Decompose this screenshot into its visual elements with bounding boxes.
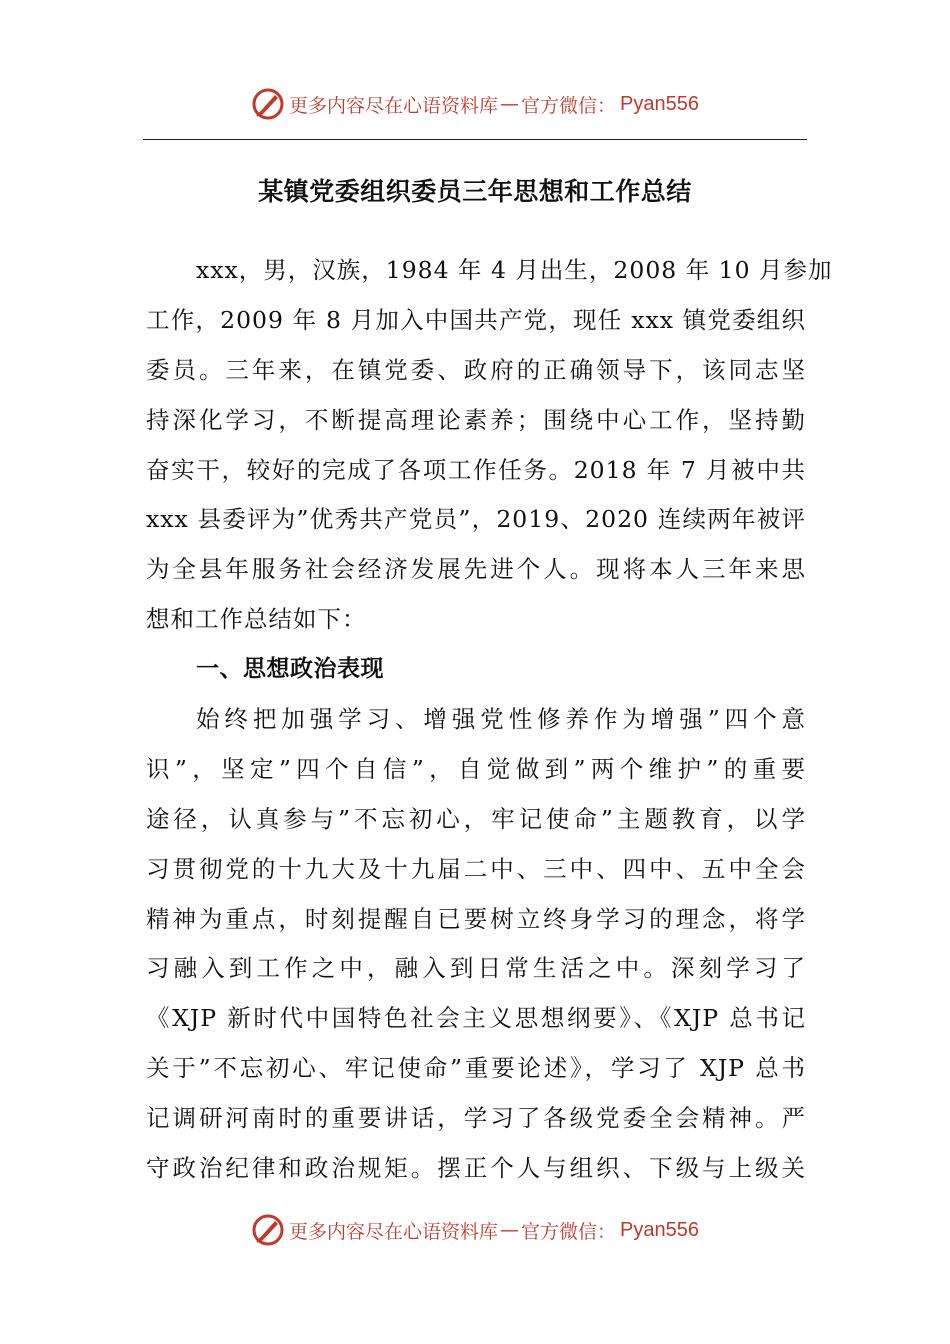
watermark-wechat-id: Pyan556 bbox=[620, 92, 699, 115]
watermark-official-label: 官方微信： bbox=[521, 1220, 617, 1243]
quill-logo-icon bbox=[251, 87, 285, 121]
footer-watermark bbox=[0, 1210, 950, 1250]
section-heading: 一、思想政治表现 bbox=[196, 656, 384, 683]
paragraph-line: 精神为重点，时刻提醒自已要树立终身学习的理念，将学 bbox=[146, 904, 806, 933]
paragraph-line: 持深化学习，不断提高理论素养；围绕中心工作，坚持勤 bbox=[146, 405, 806, 434]
document-title: 某镇党委组织委员三年思想和工作总结 bbox=[258, 177, 692, 206]
paragraph-line: 为全县年服务社会经济发展先进个人。现将本人三年来思 bbox=[146, 555, 806, 584]
watermark-wechat-id: Pyan556 bbox=[620, 1218, 699, 1241]
paragraph-line: 想和工作总结如下： bbox=[146, 605, 367, 634]
quill-logo-icon bbox=[251, 1213, 285, 1247]
watermark-text: 更多内容尽在心语资料库 bbox=[289, 1220, 499, 1243]
paragraph-line: 工作，2009 年 8 月加入中国共产党，现任 xxx 镇党委组织 bbox=[146, 305, 806, 334]
watermark-text: 更多内容尽在心语资料库 bbox=[289, 94, 499, 117]
paragraph-line: 委员。三年来，在镇党委、政府的正确领导下，该同志坚 bbox=[146, 355, 806, 384]
document-body bbox=[146, 246, 833, 1194]
watermark-separator: — bbox=[500, 1219, 520, 1241]
watermark-separator: — bbox=[500, 93, 520, 115]
paragraph-line: 奋实干，较好的完成了各项工作任务。2018 年 7 月被中共 bbox=[146, 455, 806, 484]
paragraph-line: 习贯彻党的十九大及十九届二中、三中、四中、五中全会 bbox=[146, 854, 806, 883]
paragraph-line: 守政治纪律和政治规矩。摆正个人与组织、下级与上级关 bbox=[146, 1154, 806, 1183]
watermark-official-label: 官方微信： bbox=[521, 94, 617, 117]
paragraph-line: 记调研河南时的重要讲话，学习了各级党委全会精神。严 bbox=[146, 1104, 806, 1133]
header-watermark bbox=[0, 84, 950, 124]
paragraph-line: xxx，男，汉族，1984 年 4 月出生，2008 年 10 月参加 bbox=[196, 256, 833, 284]
header-divider bbox=[143, 139, 807, 140]
paragraph-line: 识”，坚定”四个自信”，自觉做到”两个维护”的重要 bbox=[146, 754, 806, 783]
paragraph-line: 习融入到工作之中，融入到日常生活之中。深刻学习了 bbox=[146, 954, 806, 983]
paragraph-line: 始终把加强学习、增强党性修养作为增强”四个意 bbox=[196, 705, 806, 734]
paragraph-line: 关于”不忘初心、牢记使命”重要论述》，学习了 XJP 总书 bbox=[146, 1054, 806, 1083]
paragraph-line: xxx 县委评为”优秀共产党员”，2019、2020 连续两年被评 bbox=[146, 505, 806, 534]
paragraph-line: 《XJP 新时代中国特色社会主义思想纲要》、《XJP 总书记 bbox=[146, 1004, 806, 1033]
paragraph-line: 途径，认真参与”不忘初心，牢记使命”主题教育，以学 bbox=[146, 804, 806, 833]
